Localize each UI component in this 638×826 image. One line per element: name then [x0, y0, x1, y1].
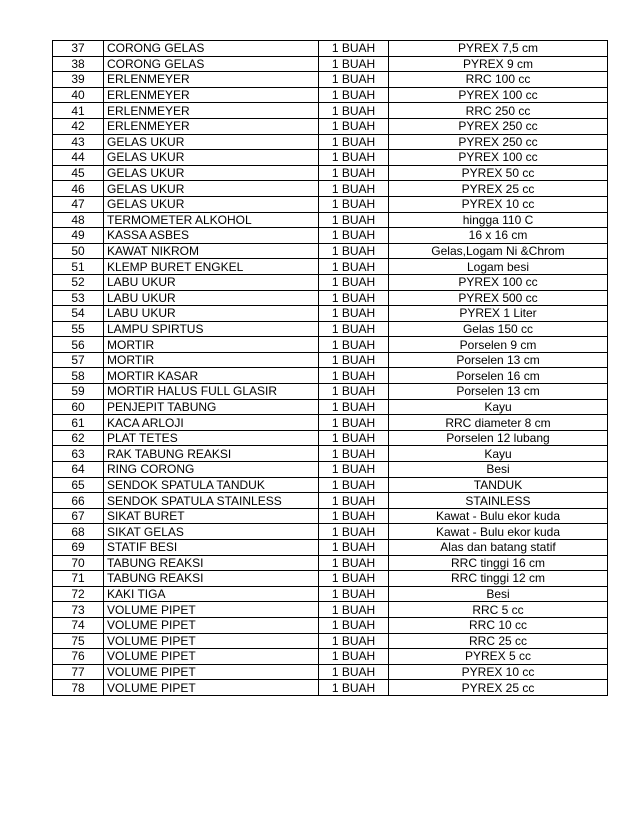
item-quantity-cell: 1 BUAH: [319, 41, 389, 57]
table-row: [53, 493, 608, 509]
item-name-cell: ERLENMEYER: [104, 72, 319, 88]
item-quantity-cell: 1 BUAH: [319, 493, 389, 509]
table-row: [53, 602, 608, 618]
item-specification-cell: Alas dan batang statif: [389, 540, 608, 556]
item-name-cell: LABU UKUR: [104, 306, 319, 322]
item-quantity-cell: 1 BUAH: [319, 617, 389, 633]
table-row: [53, 555, 608, 571]
item-number-cell: 59: [53, 384, 104, 400]
item-name-cell: VOLUME PIPET: [104, 633, 319, 649]
table-row: [53, 56, 608, 72]
item-number-cell: 49: [53, 228, 104, 244]
item-specification-cell: Kayu: [389, 399, 608, 415]
inventory-table: [52, 40, 608, 696]
item-quantity-cell: 1 BUAH: [319, 103, 389, 119]
item-quantity-cell: 1 BUAH: [319, 352, 389, 368]
item-number-cell: 48: [53, 212, 104, 228]
item-number-cell: 40: [53, 87, 104, 103]
item-number-cell: 67: [53, 508, 104, 524]
item-name-cell: KASSA ASBES: [104, 228, 319, 244]
item-specification-cell: PYREX 25 cc: [389, 680, 608, 696]
item-specification-cell: Kawat - Bulu ekor kuda: [389, 524, 608, 540]
item-name-cell: SENDOK SPATULA TANDUK: [104, 477, 319, 493]
item-specification-cell: Porselen 13 cm: [389, 384, 608, 400]
item-number-cell: 55: [53, 321, 104, 337]
item-number-cell: 78: [53, 680, 104, 696]
item-number-cell: 41: [53, 103, 104, 119]
item-name-cell: VOLUME PIPET: [104, 680, 319, 696]
inventory-table-body: [53, 41, 608, 696]
item-quantity-cell: 1 BUAH: [319, 134, 389, 150]
item-number-cell: 47: [53, 196, 104, 212]
table-row: [53, 571, 608, 587]
item-number-cell: 65: [53, 477, 104, 493]
item-number-cell: 37: [53, 41, 104, 57]
table-row: [53, 274, 608, 290]
item-name-cell: SENDOK SPATULA STAINLESS: [104, 493, 319, 509]
table-row: [53, 72, 608, 88]
item-name-cell: ERLENMEYER: [104, 118, 319, 134]
table-row: [53, 228, 608, 244]
item-quantity-cell: 1 BUAH: [319, 72, 389, 88]
item-name-cell: LABU UKUR: [104, 274, 319, 290]
item-name-cell: ERLENMEYER: [104, 103, 319, 119]
item-number-cell: 66: [53, 493, 104, 509]
item-quantity-cell: 1 BUAH: [319, 212, 389, 228]
item-quantity-cell: 1 BUAH: [319, 664, 389, 680]
item-specification-cell: RRC 5 cc: [389, 602, 608, 618]
item-number-cell: 42: [53, 118, 104, 134]
item-name-cell: VOLUME PIPET: [104, 617, 319, 633]
item-quantity-cell: 1 BUAH: [319, 399, 389, 415]
item-specification-cell: Logam besi: [389, 259, 608, 275]
item-specification-cell: PYREX 10 cc: [389, 196, 608, 212]
table-row: [53, 118, 608, 134]
item-quantity-cell: 1 BUAH: [319, 87, 389, 103]
item-name-cell: GELAS UKUR: [104, 134, 319, 150]
item-name-cell: TABUNG REAKSI: [104, 555, 319, 571]
item-name-cell: KACA ARLOJI: [104, 415, 319, 431]
table-row: [53, 259, 608, 275]
item-specification-cell: RRC 25 cc: [389, 633, 608, 649]
item-name-cell: GELAS UKUR: [104, 165, 319, 181]
item-specification-cell: RRC 250 cc: [389, 103, 608, 119]
table-row: [53, 633, 608, 649]
item-name-cell: MORTIR KASAR: [104, 368, 319, 384]
item-quantity-cell: 1 BUAH: [319, 368, 389, 384]
item-name-cell: RAK TABUNG REAKSI: [104, 446, 319, 462]
item-name-cell: KAKI TIGA: [104, 586, 319, 602]
item-specification-cell: PYREX 500 cc: [389, 290, 608, 306]
item-quantity-cell: 1 BUAH: [319, 477, 389, 493]
item-specification-cell: RRC 100 cc: [389, 72, 608, 88]
item-quantity-cell: 1 BUAH: [319, 524, 389, 540]
table-row: [53, 41, 608, 57]
item-number-cell: 53: [53, 290, 104, 306]
item-name-cell: MORTIR: [104, 337, 319, 353]
table-row: [53, 196, 608, 212]
item-name-cell: SIKAT GELAS: [104, 524, 319, 540]
item-quantity-cell: 1 BUAH: [319, 290, 389, 306]
table-row: [53, 87, 608, 103]
item-specification-cell: Besi: [389, 586, 608, 602]
item-number-cell: 76: [53, 649, 104, 665]
item-specification-cell: Porselen 12 lubang: [389, 430, 608, 446]
item-name-cell: MORTIR HALUS FULL GLASIR: [104, 384, 319, 400]
item-name-cell: VOLUME PIPET: [104, 649, 319, 665]
table-row: [53, 680, 608, 696]
item-number-cell: 72: [53, 586, 104, 602]
item-name-cell: LAMPU SPIRTUS: [104, 321, 319, 337]
item-quantity-cell: 1 BUAH: [319, 586, 389, 602]
item-quantity-cell: 1 BUAH: [319, 384, 389, 400]
item-number-cell: 50: [53, 243, 104, 259]
item-name-cell: TABUNG REAKSI: [104, 571, 319, 587]
item-quantity-cell: 1 BUAH: [319, 243, 389, 259]
item-number-cell: 60: [53, 399, 104, 415]
item-quantity-cell: 1 BUAH: [319, 430, 389, 446]
item-number-cell: 51: [53, 259, 104, 275]
item-quantity-cell: 1 BUAH: [319, 196, 389, 212]
item-number-cell: 39: [53, 72, 104, 88]
item-specification-cell: Porselen 16 cm: [389, 368, 608, 384]
item-quantity-cell: 1 BUAH: [319, 165, 389, 181]
item-quantity-cell: 1 BUAH: [319, 508, 389, 524]
item-quantity-cell: 1 BUAH: [319, 306, 389, 322]
table-row: [53, 508, 608, 524]
table-row: [53, 617, 608, 633]
item-number-cell: 64: [53, 462, 104, 478]
item-specification-cell: RRC tinggi 12 cm: [389, 571, 608, 587]
item-quantity-cell: 1 BUAH: [319, 649, 389, 665]
table-row: [53, 243, 608, 259]
table-row: [53, 430, 608, 446]
table-row: [53, 586, 608, 602]
item-number-cell: 62: [53, 430, 104, 446]
item-name-cell: GELAS UKUR: [104, 181, 319, 197]
item-specification-cell: STAINLESS: [389, 493, 608, 509]
item-number-cell: 44: [53, 150, 104, 166]
item-specification-cell: RRC tinggi 16 cm: [389, 555, 608, 571]
item-name-cell: MORTIR: [104, 352, 319, 368]
item-specification-cell: Porselen 13 cm: [389, 352, 608, 368]
item-specification-cell: Besi: [389, 462, 608, 478]
item-name-cell: TERMOMETER ALKOHOL: [104, 212, 319, 228]
item-number-cell: 73: [53, 602, 104, 618]
table-row: [53, 446, 608, 462]
item-name-cell: PLAT TETES: [104, 430, 319, 446]
item-name-cell: LABU UKUR: [104, 290, 319, 306]
item-quantity-cell: 1 BUAH: [319, 571, 389, 587]
item-specification-cell: PYREX 7,5 cm: [389, 41, 608, 57]
item-number-cell: 77: [53, 664, 104, 680]
item-quantity-cell: 1 BUAH: [319, 540, 389, 556]
table-row: [53, 290, 608, 306]
item-quantity-cell: 1 BUAH: [319, 680, 389, 696]
table-row: [53, 337, 608, 353]
item-number-cell: 68: [53, 524, 104, 540]
item-number-cell: 58: [53, 368, 104, 384]
item-name-cell: RING CORONG: [104, 462, 319, 478]
table-row: [53, 352, 608, 368]
table-row: [53, 306, 608, 322]
item-quantity-cell: 1 BUAH: [319, 228, 389, 244]
item-name-cell: GELAS UKUR: [104, 150, 319, 166]
item-quantity-cell: 1 BUAH: [319, 555, 389, 571]
item-quantity-cell: 1 BUAH: [319, 259, 389, 275]
table-row: [53, 540, 608, 556]
item-quantity-cell: 1 BUAH: [319, 446, 389, 462]
item-number-cell: 63: [53, 446, 104, 462]
table-row: [53, 150, 608, 166]
table-row: [53, 384, 608, 400]
item-number-cell: 56: [53, 337, 104, 353]
item-specification-cell: Gelas,Logam Ni &Chrom: [389, 243, 608, 259]
table-row: [53, 462, 608, 478]
item-specification-cell: PYREX 1 Liter: [389, 306, 608, 322]
item-specification-cell: PYREX 100 cc: [389, 150, 608, 166]
item-specification-cell: PYREX 9 cm: [389, 56, 608, 72]
item-quantity-cell: 1 BUAH: [319, 150, 389, 166]
table-row: [53, 524, 608, 540]
item-number-cell: 74: [53, 617, 104, 633]
item-number-cell: 69: [53, 540, 104, 556]
item-name-cell: GELAS UKUR: [104, 196, 319, 212]
item-name-cell: CORONG GELAS: [104, 56, 319, 72]
table-row: [53, 134, 608, 150]
table-row: [53, 181, 608, 197]
item-specification-cell: Porselen 9 cm: [389, 337, 608, 353]
item-number-cell: 70: [53, 555, 104, 571]
item-number-cell: 71: [53, 571, 104, 587]
item-quantity-cell: 1 BUAH: [319, 181, 389, 197]
item-quantity-cell: 1 BUAH: [319, 274, 389, 290]
item-specification-cell: Kayu: [389, 446, 608, 462]
item-number-cell: 46: [53, 181, 104, 197]
item-specification-cell: TANDUK: [389, 477, 608, 493]
item-name-cell: CORONG GELAS: [104, 41, 319, 57]
item-number-cell: 61: [53, 415, 104, 431]
item-specification-cell: PYREX 250 cc: [389, 134, 608, 150]
table-row: [53, 212, 608, 228]
item-specification-cell: Gelas 150 cc: [389, 321, 608, 337]
item-quantity-cell: 1 BUAH: [319, 415, 389, 431]
table-row: [53, 321, 608, 337]
table-row: [53, 664, 608, 680]
item-quantity-cell: 1 BUAH: [319, 462, 389, 478]
item-quantity-cell: 1 BUAH: [319, 56, 389, 72]
item-specification-cell: PYREX 25 cc: [389, 181, 608, 197]
item-quantity-cell: 1 BUAH: [319, 337, 389, 353]
item-name-cell: SIKAT BURET: [104, 508, 319, 524]
item-name-cell: ERLENMEYER: [104, 87, 319, 103]
item-specification-cell: 16 x 16 cm: [389, 228, 608, 244]
item-number-cell: 75: [53, 633, 104, 649]
item-number-cell: 38: [53, 56, 104, 72]
item-specification-cell: RRC 10 cc: [389, 617, 608, 633]
table-row: [53, 103, 608, 119]
table-row: [53, 415, 608, 431]
item-name-cell: KLEMP BURET ENGKEL: [104, 259, 319, 275]
table-row: [53, 368, 608, 384]
item-number-cell: 43: [53, 134, 104, 150]
table-row: [53, 165, 608, 181]
item-specification-cell: PYREX 5 cc: [389, 649, 608, 665]
item-specification-cell: PYREX 100 cc: [389, 274, 608, 290]
item-name-cell: STATIF BESI: [104, 540, 319, 556]
item-specification-cell: RRC diameter 8 cm: [389, 415, 608, 431]
item-specification-cell: PYREX 100 cc: [389, 87, 608, 103]
item-specification-cell: Kawat - Bulu ekor kuda: [389, 508, 608, 524]
item-specification-cell: PYREX 10 cc: [389, 664, 608, 680]
item-name-cell: VOLUME PIPET: [104, 602, 319, 618]
table-row: [53, 399, 608, 415]
table-row: [53, 649, 608, 665]
item-specification-cell: PYREX 250 cc: [389, 118, 608, 134]
item-quantity-cell: 1 BUAH: [319, 321, 389, 337]
item-number-cell: 57: [53, 352, 104, 368]
item-quantity-cell: 1 BUAH: [319, 633, 389, 649]
item-number-cell: 45: [53, 165, 104, 181]
table-row: [53, 477, 608, 493]
item-specification-cell: hingga 110 C: [389, 212, 608, 228]
item-specification-cell: PYREX 50 cc: [389, 165, 608, 181]
item-quantity-cell: 1 BUAH: [319, 118, 389, 134]
item-number-cell: 52: [53, 274, 104, 290]
item-quantity-cell: 1 BUAH: [319, 602, 389, 618]
item-name-cell: KAWAT NIKROM: [104, 243, 319, 259]
item-name-cell: VOLUME PIPET: [104, 664, 319, 680]
item-name-cell: PENJEPIT TABUNG: [104, 399, 319, 415]
item-number-cell: 54: [53, 306, 104, 322]
